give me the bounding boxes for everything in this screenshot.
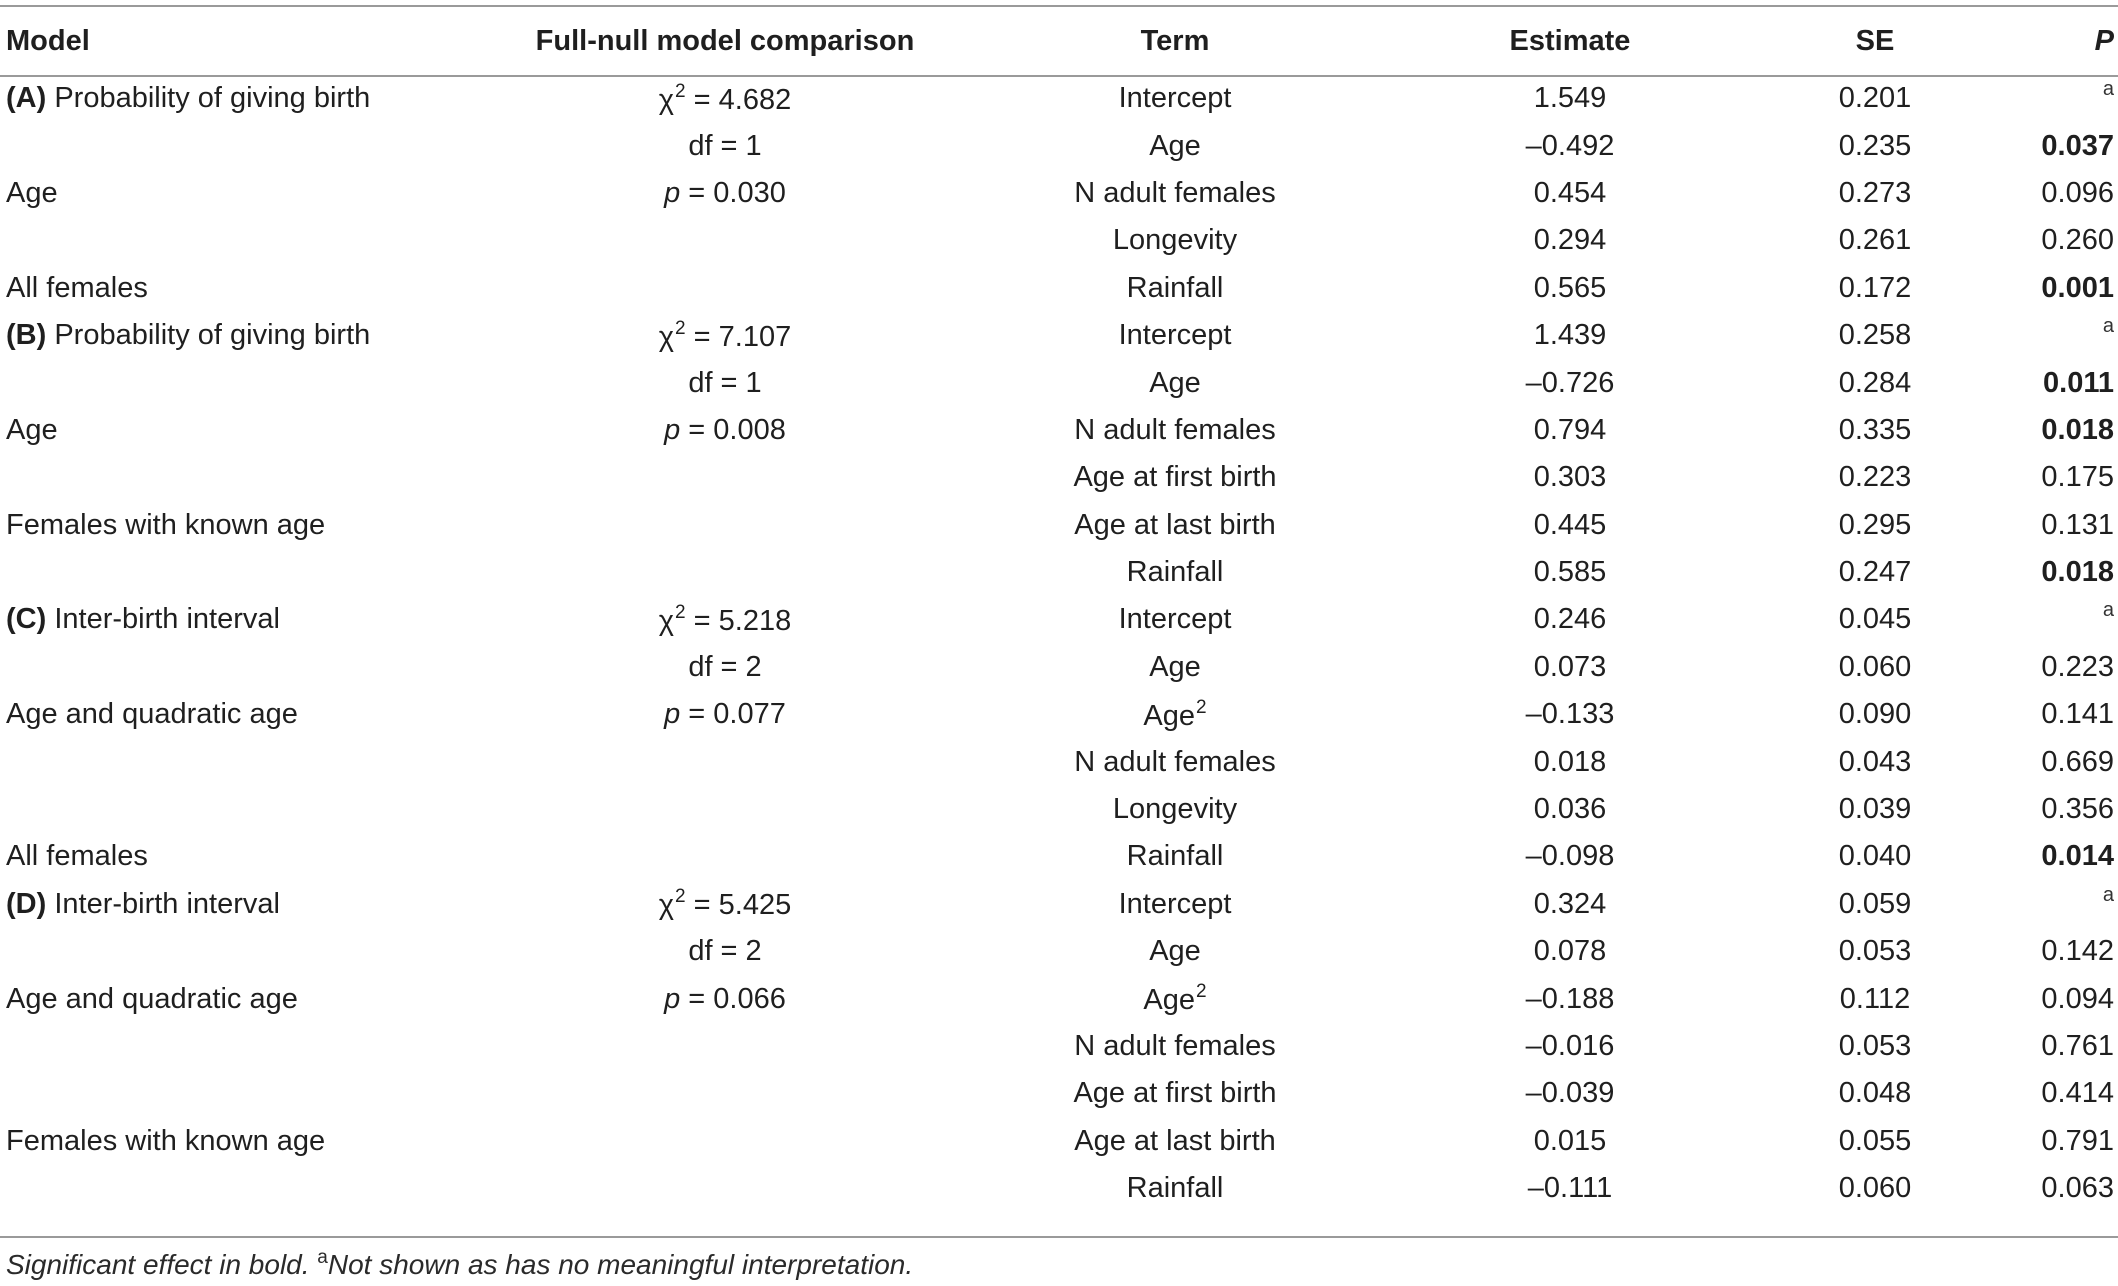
model-cell — [0, 833, 500, 880]
term-text: Intercept — [1118, 82, 1232, 115]
comparison-cell — [500, 265, 950, 312]
term-text: Age at first birth — [1073, 1077, 1277, 1110]
table-bottom-rule — [0, 1236, 2118, 1238]
table-row — [0, 596, 2118, 643]
p-value-text: 0.175 — [2041, 461, 2114, 494]
se-cell: 0.043 — [1838, 745, 1912, 778]
p-value-cell — [2010, 1118, 2118, 1165]
comparison-symbol: df = 2 — [688, 650, 762, 683]
model-cell — [0, 549, 500, 596]
estimate-cell: –0.039 — [1525, 1077, 1615, 1110]
term-text: Age at last birth — [1074, 1124, 1276, 1157]
model-cell — [0, 928, 500, 975]
se-cell: 0.090 — [1838, 698, 1912, 731]
model-letter: (C) — [6, 603, 47, 636]
table-row — [0, 407, 2118, 454]
se-cell: 0.048 — [1838, 1077, 1912, 1110]
term-text: Age — [1149, 650, 1201, 683]
comparison-value: = 4.682 — [685, 83, 792, 116]
table-row — [0, 881, 2118, 928]
model-cell — [0, 644, 500, 691]
estimate-cell: 0.445 — [1533, 508, 1607, 541]
model-cell — [0, 217, 500, 264]
term-text: Intercept — [1118, 887, 1232, 920]
comparison-symbol: df = 2 — [688, 935, 762, 968]
table-row — [0, 265, 2118, 312]
p-value-text: 0.018 — [2041, 413, 2114, 446]
column-header-term: Term — [1140, 24, 1210, 57]
comparison-superscript: 2 — [675, 80, 686, 102]
estimate-cell: –0.133 — [1525, 698, 1615, 731]
p-value-text: 0.018 — [2041, 556, 2114, 589]
p-value-cell — [2010, 549, 2118, 596]
comparison-cell — [500, 502, 950, 549]
p-value-cell — [2010, 122, 2118, 169]
comparison-superscript: 2 — [675, 601, 686, 623]
term-text: Longevity — [1112, 793, 1238, 826]
estimate-cell: –0.111 — [1527, 1172, 1613, 1205]
results-table — [0, 7, 2118, 1212]
header-row — [0, 7, 2118, 75]
term-cell — [950, 217, 1400, 264]
p-value-text: 0.761 — [2041, 1030, 2114, 1062]
se-cell: 0.247 — [1838, 556, 1912, 589]
p-value-cell — [2010, 217, 2118, 264]
comparison-symbol: χ — [658, 83, 675, 116]
term-cell — [950, 1070, 1400, 1117]
table-row — [0, 312, 2118, 359]
term-text: Age at first birth — [1073, 461, 1277, 494]
se-cell: 0.112 — [1839, 982, 1911, 1015]
estimate-cell: –0.492 — [1525, 129, 1615, 162]
p-value-cell — [2010, 170, 2118, 217]
comparison-cell — [500, 1118, 950, 1165]
comparison-cell — [500, 691, 950, 738]
term-text: Longevity — [1112, 224, 1238, 257]
term-cell — [950, 975, 1400, 1022]
comparison-value: = 0.077 — [680, 698, 786, 731]
p-value-cell — [2010, 75, 2118, 122]
model-cell — [0, 1118, 500, 1165]
footnote-text-significance: Significant effect in bold. — [6, 1249, 318, 1280]
model-cell — [0, 881, 500, 928]
comparison-cell — [500, 1070, 950, 1117]
comparison-cell — [500, 833, 950, 880]
comparison-cell — [500, 217, 950, 264]
term-text: Rainfall — [1126, 840, 1224, 873]
table-body — [0, 75, 2118, 1212]
comparison-cell — [500, 596, 950, 643]
p-value-text: 0.260 — [2041, 224, 2114, 257]
term-cell — [950, 928, 1400, 975]
estimate-cell: 1.549 — [1533, 82, 1607, 115]
model-text: Inter-birth interval — [46, 603, 280, 636]
table-row — [0, 738, 2118, 785]
comparison-symbol: χ — [658, 889, 675, 922]
comparison-symbol: χ — [658, 320, 675, 353]
se-cell: 0.060 — [1838, 1172, 1912, 1205]
model-cell — [0, 975, 500, 1022]
p-value-text: 0.791 — [2041, 1124, 2114, 1157]
comparison-cell — [500, 975, 950, 1022]
model-cell — [0, 502, 500, 549]
table-row — [0, 170, 2118, 217]
term-cell — [950, 1165, 1400, 1212]
p-value-text: 0.142 — [2041, 935, 2114, 968]
table-row — [0, 928, 2118, 975]
table-row — [0, 644, 2118, 691]
column-header-comparison: Full-null model comparison — [535, 24, 915, 57]
table-row — [0, 833, 2118, 880]
table-row — [0, 975, 2118, 1022]
term-cell — [950, 881, 1400, 928]
comparison-cell — [500, 644, 950, 691]
term-text: N adult females — [1074, 745, 1276, 778]
term-text: Rainfall — [1126, 556, 1224, 589]
model-text: Age — [6, 176, 58, 209]
se-cell: 0.261 — [1838, 224, 1912, 257]
term-cell — [950, 691, 1400, 738]
p-value-text: 0.011 — [2043, 366, 2114, 399]
term-superscript: 2 — [1196, 981, 1207, 1003]
se-cell: 0.053 — [1838, 935, 1912, 968]
term-text: Age — [1143, 984, 1196, 1017]
p-value-cell — [2010, 312, 2118, 359]
model-letter: (A) — [6, 82, 47, 115]
estimate-cell: 0.018 — [1533, 745, 1607, 778]
comparison-value: = 0.066 — [680, 982, 786, 1015]
estimate-cell: –0.098 — [1525, 840, 1615, 873]
comparison-cell — [500, 1165, 950, 1212]
comparison-symbol: df = 1 — [688, 129, 762, 162]
term-cell — [950, 596, 1400, 643]
term-text: N adult females — [1074, 176, 1276, 209]
comparison-symbol: p — [664, 698, 681, 731]
term-cell — [950, 1118, 1400, 1165]
p-value-cell — [2010, 407, 2118, 454]
p-value-cell — [2010, 786, 2118, 833]
term-text: Rainfall — [1126, 271, 1224, 304]
se-cell: 0.335 — [1838, 413, 1912, 446]
term-cell — [950, 312, 1400, 359]
p-value-text: 0.414 — [2041, 1077, 2114, 1110]
p-value-cell — [2010, 1165, 2118, 1212]
p-value-superscript: a — [2102, 883, 2114, 906]
estimate-cell: 0.794 — [1533, 413, 1607, 446]
comparison-cell — [500, 1023, 950, 1070]
model-cell — [0, 786, 500, 833]
term-text: Intercept — [1118, 319, 1232, 352]
estimate-cell: 0.246 — [1533, 603, 1607, 636]
model-cell — [0, 265, 500, 312]
model-cell — [0, 407, 500, 454]
p-value-superscript: a — [2102, 78, 2114, 101]
column-header-se: SE — [1855, 24, 1895, 57]
estimate-cell: –0.188 — [1525, 982, 1615, 1015]
p-value-cell — [2010, 691, 2118, 738]
footnote-superscript: a — [317, 1247, 328, 1268]
estimate-cell: 0.078 — [1533, 935, 1607, 968]
column-header-p: P — [2094, 24, 2114, 57]
p-value-text: 0.141 — [2041, 698, 2114, 731]
term-cell — [950, 502, 1400, 549]
p-value-cell — [2010, 265, 2118, 312]
p-value-cell — [2010, 975, 2118, 1022]
model-text: Age and quadratic age — [6, 698, 298, 731]
term-cell — [950, 1023, 1400, 1070]
term-cell — [950, 265, 1400, 312]
se-cell: 0.258 — [1838, 319, 1912, 352]
term-text: Age — [1149, 129, 1201, 162]
comparison-value: = 5.218 — [685, 604, 792, 637]
se-cell: 0.201 — [1838, 82, 1912, 115]
model-text: Probability of giving birth — [46, 319, 371, 352]
p-value-text: 0.356 — [2041, 793, 2114, 826]
table-row — [0, 786, 2118, 833]
term-cell — [950, 833, 1400, 880]
estimate-cell: 0.073 — [1533, 650, 1607, 683]
term-cell — [950, 407, 1400, 454]
p-value-cell — [2010, 738, 2118, 785]
term-cell — [950, 122, 1400, 169]
term-text: Age — [1143, 699, 1196, 732]
model-cell — [0, 691, 500, 738]
se-cell: 0.040 — [1838, 840, 1912, 873]
p-value-cell — [2010, 644, 2118, 691]
comparison-cell — [500, 407, 950, 454]
comparison-value: = 7.107 — [685, 320, 792, 353]
comparison-symbol: p — [664, 982, 681, 1015]
p-value-text: 0.096 — [2041, 176, 2114, 209]
comparison-cell — [500, 786, 950, 833]
comparison-symbol: df = 1 — [688, 366, 762, 399]
se-cell: 0.045 — [1838, 603, 1912, 636]
term-text: Rainfall — [1126, 1172, 1224, 1205]
column-header-estimate: Estimate — [1509, 24, 1631, 57]
table-row — [0, 549, 2118, 596]
comparison-cell — [500, 454, 950, 501]
estimate-cell: 0.294 — [1533, 224, 1607, 257]
term-text: Age — [1149, 366, 1201, 399]
se-cell: 0.053 — [1838, 1030, 1912, 1062]
table-row — [0, 217, 2118, 264]
term-cell — [950, 359, 1400, 406]
comparison-cell — [500, 170, 950, 217]
model-cell — [0, 1165, 500, 1212]
table-footnote — [6, 1247, 913, 1281]
estimate-cell: –0.016 — [1525, 1030, 1615, 1062]
estimate-cell: 0.324 — [1533, 887, 1607, 920]
model-cell — [0, 596, 500, 643]
term-cell — [950, 549, 1400, 596]
comparison-symbol: p — [664, 176, 681, 209]
term-text: Age — [1149, 935, 1201, 968]
estimate-cell: 0.454 — [1533, 176, 1607, 209]
table-row — [0, 691, 2118, 738]
model-cell — [0, 1023, 500, 1070]
p-value-text: 0.131 — [2041, 508, 2114, 541]
term-text: N adult females — [1074, 1030, 1276, 1062]
se-cell: 0.059 — [1838, 887, 1912, 920]
comparison-cell — [500, 359, 950, 406]
model-cell — [0, 75, 500, 122]
model-cell — [0, 359, 500, 406]
table-row — [0, 1165, 2118, 1212]
comparison-cell — [500, 122, 950, 169]
comparison-symbol: p — [664, 413, 681, 446]
p-value-cell — [2010, 1070, 2118, 1117]
term-superscript: 2 — [1196, 696, 1207, 718]
p-value-cell — [2010, 502, 2118, 549]
estimate-cell: 0.565 — [1533, 271, 1607, 304]
p-value-text: 0.037 — [2041, 129, 2114, 162]
se-cell: 0.172 — [1838, 271, 1912, 304]
estimate-cell: –0.726 — [1525, 366, 1615, 399]
comparison-symbol: χ — [658, 604, 675, 637]
model-text: Females with known age — [6, 508, 326, 541]
comparison-cell — [500, 549, 950, 596]
model-cell — [0, 738, 500, 785]
comparison-cell — [500, 75, 950, 122]
p-value-text: 0.094 — [2041, 982, 2114, 1015]
model-text: Females with known age — [6, 1124, 326, 1157]
p-value-text: 0.001 — [2041, 271, 2114, 304]
p-value-cell — [2010, 454, 2118, 501]
se-cell: 0.060 — [1838, 650, 1912, 683]
model-text: All females — [6, 840, 148, 873]
p-value-text: 0.669 — [2041, 745, 2114, 778]
table-row — [0, 1023, 2118, 1070]
term-cell — [950, 454, 1400, 501]
estimate-cell: 0.015 — [1533, 1124, 1607, 1157]
model-letter: (D) — [6, 887, 47, 920]
comparison-value: = 5.425 — [685, 889, 792, 922]
term-cell — [950, 170, 1400, 217]
table-row — [0, 1070, 2118, 1117]
p-value-cell — [2010, 928, 2118, 975]
p-value-text: 0.223 — [2041, 650, 2114, 683]
comparison-cell — [500, 312, 950, 359]
model-text: Inter-birth interval — [46, 887, 280, 920]
p-value-cell — [2010, 596, 2118, 643]
model-text: Age and quadratic age — [6, 982, 298, 1015]
comparison-cell — [500, 738, 950, 785]
term-cell — [950, 75, 1400, 122]
model-cell — [0, 122, 500, 169]
p-value-cell — [2010, 359, 2118, 406]
p-value-text: 0.063 — [2041, 1172, 2114, 1205]
model-text: All females — [6, 271, 148, 304]
model-letter: (B) — [6, 319, 47, 352]
p-value-superscript: a — [2102, 315, 2114, 338]
se-cell: 0.284 — [1838, 366, 1912, 399]
p-value-text: 0.014 — [2041, 840, 2114, 873]
table-row — [0, 75, 2118, 122]
footnote-text-note: Not shown as has no meaningful interpretation. — [327, 1249, 914, 1280]
model-cell — [0, 312, 500, 359]
comparison-cell — [500, 928, 950, 975]
table-row — [0, 502, 2118, 549]
table-row — [0, 359, 2118, 406]
table-row — [0, 1118, 2118, 1165]
table-row — [0, 454, 2118, 501]
model-cell — [0, 170, 500, 217]
model-text: Age — [6, 413, 58, 446]
term-text: N adult females — [1074, 413, 1276, 446]
p-value-cell — [2010, 833, 2118, 880]
comparison-superscript: 2 — [675, 886, 686, 908]
model-cell — [0, 1070, 500, 1117]
estimate-cell: 1.439 — [1533, 319, 1607, 352]
term-text: Intercept — [1118, 603, 1232, 636]
se-cell: 0.223 — [1838, 461, 1912, 494]
se-cell: 0.235 — [1838, 129, 1912, 162]
comparison-superscript: 2 — [675, 317, 686, 339]
column-header-model: Model — [6, 24, 90, 57]
estimate-cell: 0.036 — [1533, 793, 1607, 826]
comparison-value: = 0.008 — [680, 413, 786, 446]
p-value-cell — [2010, 881, 2118, 928]
se-cell: 0.039 — [1838, 793, 1912, 826]
term-cell — [950, 786, 1400, 833]
p-value-superscript: a — [2102, 599, 2114, 622]
estimate-cell: 0.303 — [1533, 461, 1607, 494]
se-cell: 0.295 — [1838, 508, 1912, 541]
se-cell: 0.273 — [1838, 176, 1912, 209]
term-cell — [950, 644, 1400, 691]
comparison-cell — [500, 881, 950, 928]
estimate-cell: 0.585 — [1533, 556, 1607, 589]
se-cell: 0.055 — [1838, 1124, 1912, 1157]
model-cell — [0, 454, 500, 501]
term-cell — [950, 738, 1400, 785]
term-text: Age at last birth — [1074, 508, 1276, 541]
comparison-value: = 0.030 — [680, 176, 786, 209]
p-value-cell — [2010, 1023, 2118, 1070]
model-text: Probability of giving birth — [46, 82, 371, 115]
table-row — [0, 122, 2118, 169]
